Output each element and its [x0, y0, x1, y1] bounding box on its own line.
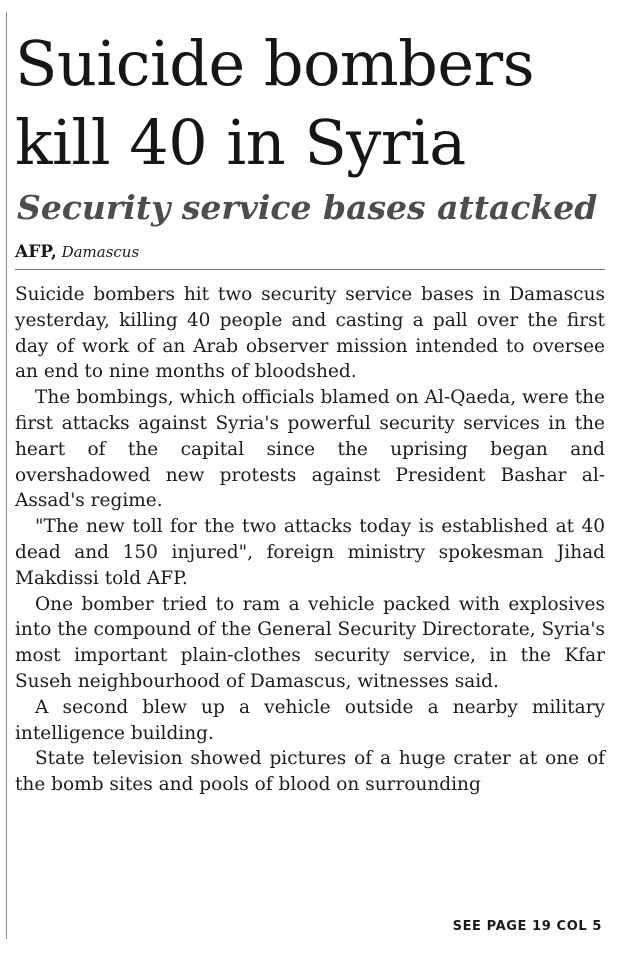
headline-line-1: Suicide bombers: [15, 27, 535, 100]
paragraph-5: A second blew up a vehicle outside a nearby military intelligence building.: [15, 696, 605, 744]
article-body: [15, 282, 605, 798]
paragraph-1: Suicide bombers hit two security service bases in Damascus yesterday, killing 40 people and casting a pall over the first day of work of an Arab observer mission intended to oversee an end to nine months of bloodshed.: [15, 284, 605, 383]
byline-dateline: Damascus: [61, 243, 140, 261]
byline: [15, 242, 605, 270]
column-rule: [6, 12, 7, 939]
continuation-note: SEE PAGE 19 COL 5: [452, 919, 602, 934]
headline: [15, 0, 605, 182]
subheadline: Security service bases attacked: [17, 188, 598, 227]
paragraph-6: State television showed pictures of a huge crater at one of the bomb sites and pools of blood on surrounding: [15, 748, 605, 796]
paragraph-2: The bombings, which officials blamed on Al-Qaeda, were the first attacks against Syria's powerful security services in the heart of the capital since the uprising began and overshadowed new protests against President Bashar al-Assad's regime.: [15, 387, 605, 512]
headline-line-2: kill 40 in Syria: [15, 106, 466, 179]
news-article: [15, 0, 605, 798]
paragraph-4: One bomber tried to ram a vehicle packed with explosives into the compound of the General Security Directorate, Syria's most important plain-clothes security service, in the Kfar Suseh neighbourhood of Damascus, witnesses said.: [15, 593, 605, 692]
paragraph-3: "The new toll for the two attacks today is established at 40 dead and 150 injured", foreign ministry spokesman Jihad Makdissi told AFP.: [15, 516, 605, 589]
byline-agency: AFP,: [15, 242, 57, 262]
